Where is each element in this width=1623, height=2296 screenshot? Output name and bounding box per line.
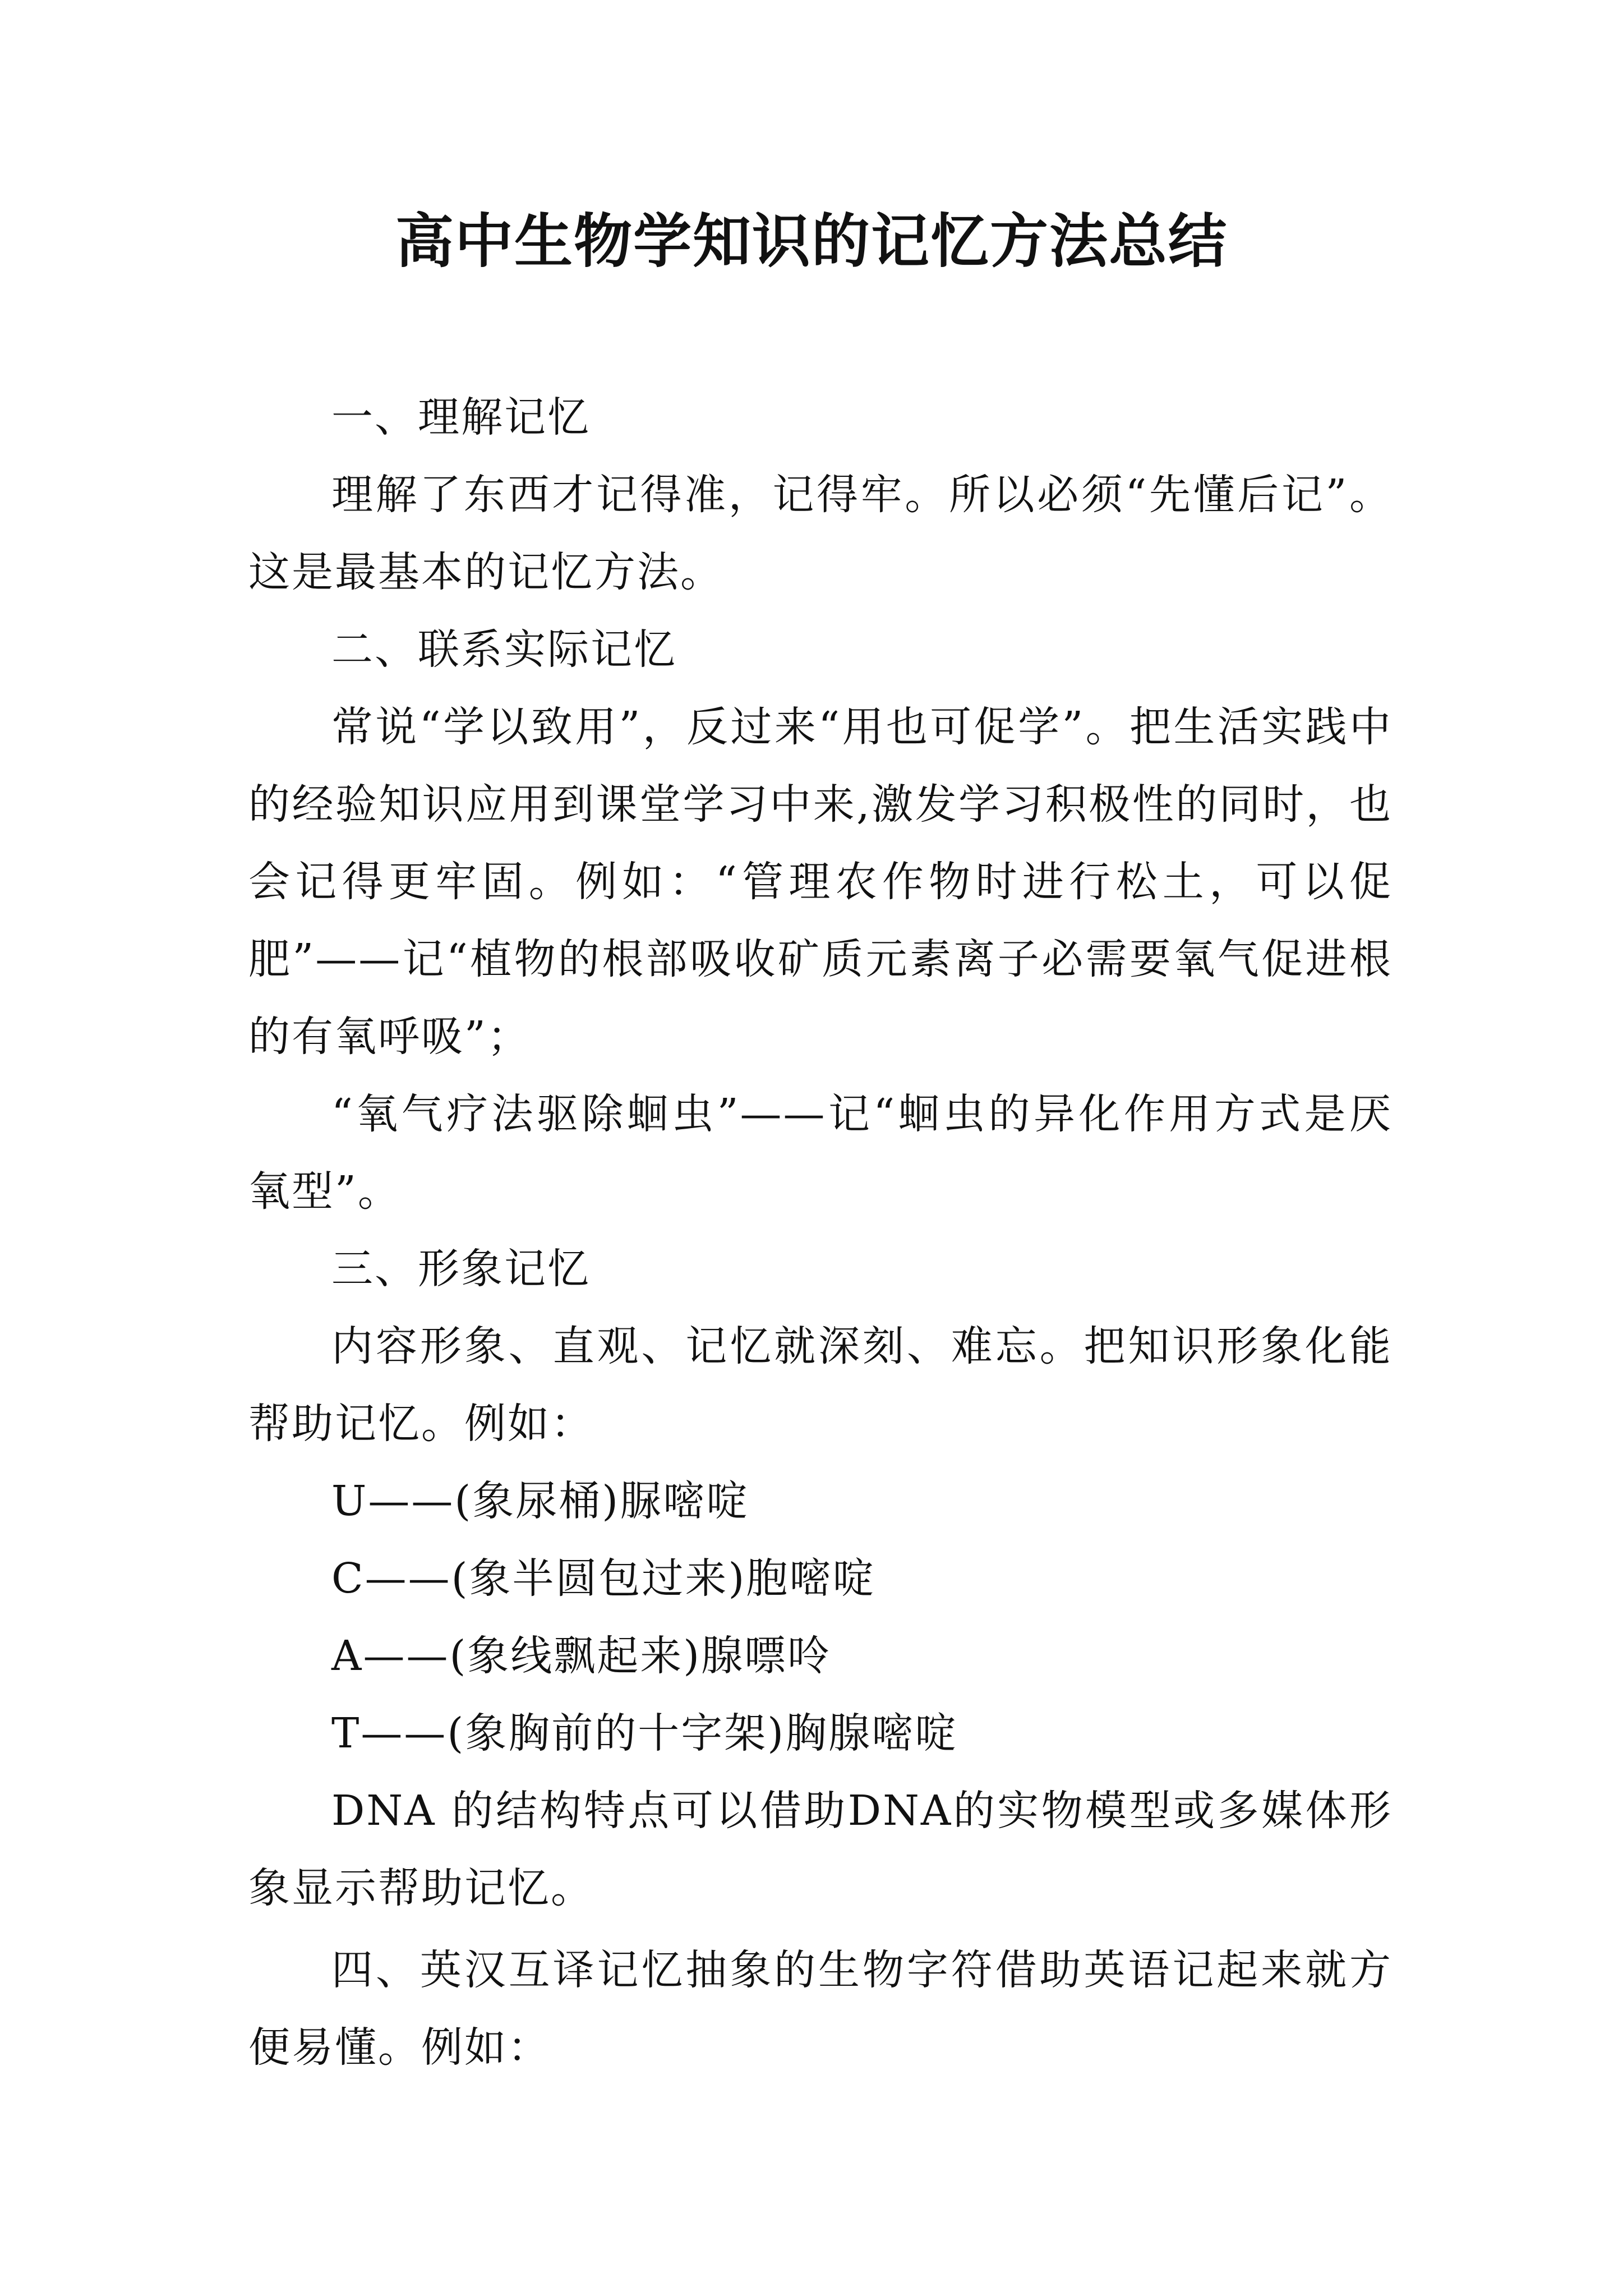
section-heading-2: 二、联系实际记忆 [331,625,677,674]
document-title: 高中生物学知识的记忆方法总结 [395,206,1228,275]
paragraph: 内容形象、直观、记忆就深刻、难忘。把知识形象化能帮助记忆。例如： [248,1322,1393,1448]
paragraph: 理解了东西才记得准，记得牢。所以必须“先懂后记”。这是最基本的记忆方法。 [248,471,1393,596]
paragraph: DNA 的结构特点可以借助DNA的实物模型或多媒体形象显示帮助记忆。 [248,1787,1393,1912]
section-heading-3: 三、形象记忆 [331,1245,591,1293]
list-item: U——(象尿桶)脲嘧啶 [331,1477,750,1525]
list-item: A——(象线飘起来)腺嘌呤 [331,1632,831,1680]
section-heading-1: 一、理解记忆 [331,393,591,441]
list-item: T——(象胸前的十字架)胸腺嘧啶 [331,1709,958,1757]
section-heading-4: 四、英汉互译记忆抽象的生物字符借助英语记起来就方便易懂。例如： [248,1946,1393,2072]
paragraph: 常说“学以致用”，反过来“用也可促学”。把生活实践中的经验知识应用到课堂学习中来,激发学习积极性的同时，也会记得更牢固。例如：“管理农作物时进行松土，可以促肥”——记“植物的根部吸收矿质元素离子必需要氧气促进根的有氧呼吸”； [248,703,1393,1061]
list-item: C——(象半圆包过来)胞嘧啶 [331,1554,876,1603]
paragraph: “氧气疗法驱除蛔虫”——记“蛔虫的异化作用方式是厌氧型”。 [248,1090,1393,1216]
document-body [248,379,1393,2086]
